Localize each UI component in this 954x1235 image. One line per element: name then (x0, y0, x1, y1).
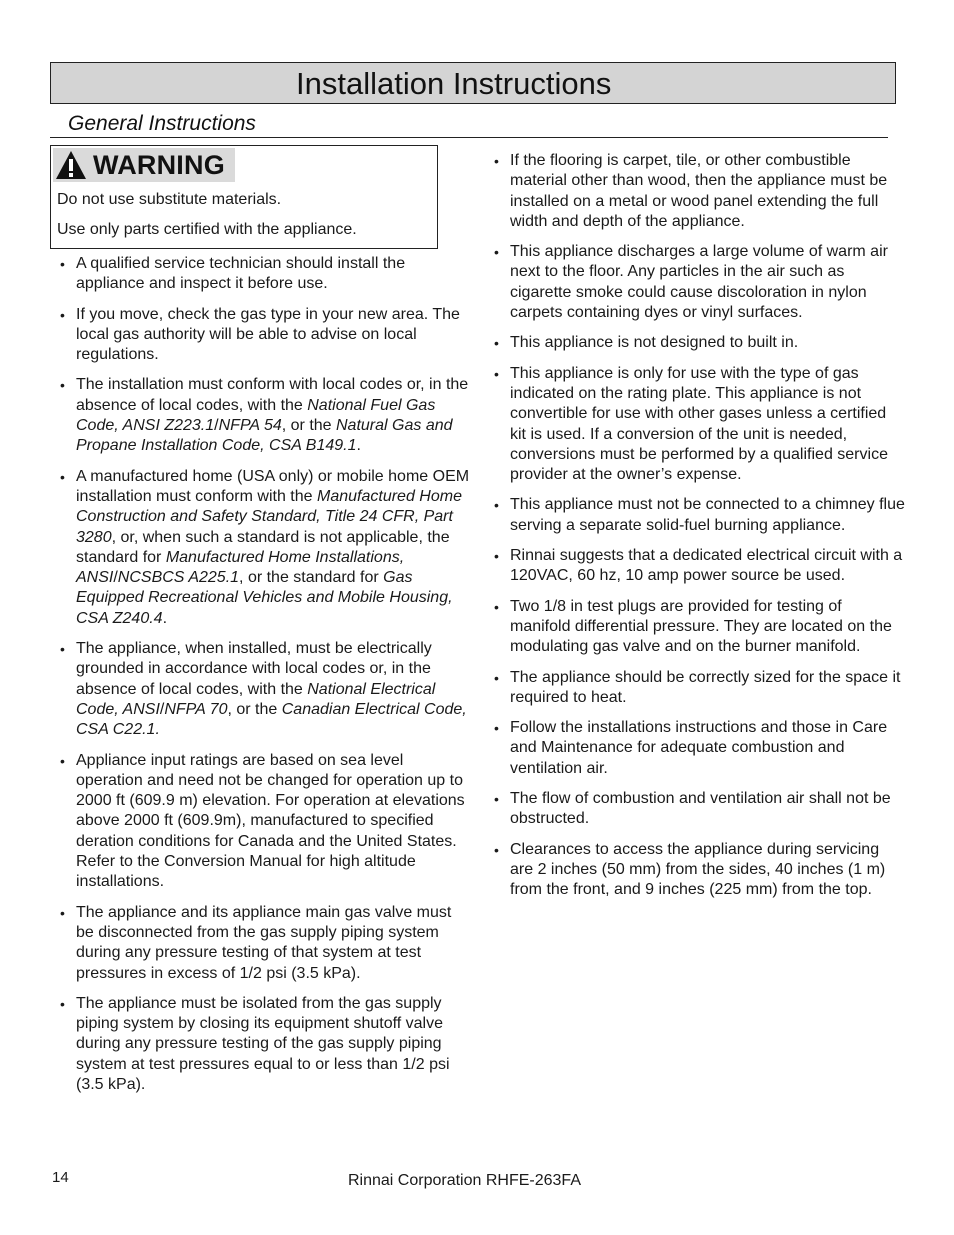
title-bar (50, 62, 896, 104)
item-text: If you move, check the gas type in your new area. The local gas authority will be able to advise on local regulations. (76, 305, 460, 364)
right-bullet-list (490, 151, 906, 911)
item-text: / (113, 569, 118, 587)
italic-text: Canadian Electrical Code, CSA C22.1. (76, 700, 467, 739)
section-title: General Instructions (68, 112, 256, 135)
item-text: This appliance is not designed to built in. (510, 334, 799, 352)
item-text: Appliance input ratings are based on sea level operation and need not be changed for operation up to 2000 ft (609.9 m) elevation. For operation at elevations above 2000 ft (609.9m), manufactured to specified deration conditions for Canada and the United States. Refer to the Conversion Manual for high altitude installations. (76, 751, 465, 891)
list-item (490, 597, 906, 658)
italic-text: NFPA 54 (218, 417, 282, 435)
page-title: Installation Instructions (296, 66, 612, 101)
list-item (490, 718, 906, 779)
list-item (56, 254, 472, 295)
item-text: , or the standard for (239, 569, 384, 587)
list-item (56, 994, 472, 1095)
list-item (490, 668, 906, 709)
italic-text: National Electrical Code, ANSI (76, 680, 436, 718)
item-text: A qualified service technician should install the appliance and inspect it before use. (76, 255, 406, 293)
list-item (56, 467, 472, 629)
list-item (490, 333, 906, 353)
list-item (56, 305, 472, 366)
italic-text: NCSBCS A225.1 (117, 569, 240, 587)
list-item (490, 242, 906, 323)
list-item (490, 789, 906, 830)
item-text: This appliance is only for use with the type of gas indicated on the rating plate. This appliance is not convertible for use with other gases unless a certified kit is used. If a conversion of the unit is needed, conversions must be performed by a qualified service provider at the owner’s expense. (510, 364, 888, 484)
warning-line: Do not use substitute materials. (57, 191, 282, 208)
item-text: Clearances to access the appliance during servicing are 2 inches (50 mm) from the sides, 40 inches (1 m) from the front, and 9 inches (225 mm) from the top. (510, 840, 886, 899)
warning-triangle-icon (55, 150, 87, 180)
italic-text: Manufactured Home Installations, ANSI (76, 548, 405, 587)
section-divider (50, 137, 888, 138)
list-item (490, 364, 906, 486)
warning-label: WARNING (93, 149, 225, 180)
item-text: The installation must conform with local codes or, in the absence of local codes, with the (76, 376, 469, 414)
item-text: , or the (227, 700, 282, 718)
list-item (56, 639, 472, 740)
italic-text: NFPA 70 (164, 700, 228, 718)
list-item (490, 151, 906, 232)
list-item (56, 375, 472, 456)
item-text: / (159, 700, 165, 718)
item-text: The appliance should be correctly sized for the space it required to heat. (510, 668, 901, 706)
warning-line: Use only parts certified with the appliance. (57, 221, 357, 238)
item-text: , or the (281, 417, 336, 435)
page-number: 14 (52, 1169, 69, 1186)
item-text: The flow of combustion and ventilation air shall not be obstructed. (510, 790, 891, 828)
italic-text: National Fuel Gas Code, ANSI Z223.1 (76, 396, 436, 435)
warning-header (53, 148, 235, 182)
item-text: . (162, 609, 168, 627)
footer-text: Rinnai Corporation RHFE-263FA (348, 1172, 581, 1189)
item-text: The appliance must be isolated from the gas supply piping system by closing its equipment shutoff valve during any pressure testing of the gas supply piping system at test pressures equal to or less than 1/2 psi (3.5 kPa). (76, 994, 450, 1093)
list-item (490, 840, 906, 901)
italic-text: Gas Equipped Recreational Vehicles and Mobile Housing, CSA Z240.4 (76, 569, 453, 627)
list-item (56, 903, 472, 984)
item-text: Follow the installations instructions and those in Care and Maintenance for adequate combustion and ventilation air. (510, 719, 888, 777)
warning-box (50, 145, 438, 249)
italic-text: Natural Gas and Propane Installation Code, CSA B149.1 (76, 417, 453, 455)
item-text: Two 1/8 in test plugs are provided for testing of manifold differential pressure. They are located on the modulating gas valve and on the burner manifold. (510, 597, 892, 656)
list-item (56, 751, 472, 893)
list-item (490, 546, 906, 587)
item-text: The appliance and its appliance main gas valve must be disconnected from the gas supply piping system during any pressure testing of that system at test pressures in excess of 1/2 psi (3.5 kPa). (76, 903, 452, 982)
item-text: This appliance discharges a large volume of warm air next to the floor. Any particles in the air such as cigarette smoke could cause discoloration in nylon carpets containing dyes or vinyl surfaces. (510, 243, 888, 322)
item-text: The appliance, when installed, must be electrically grounded in accordance with local codes or, in the absence of local codes, with the (76, 640, 432, 698)
item-text: This appliance must not be connected to a chimney flue serving a separate solid-fuel burning appliance. (510, 496, 905, 534)
italic-text: Manufactured Home Construction and Safety Standard, Title 24 CFR, Part 3280 (76, 487, 462, 546)
item-text: , or, when such a standard is not applicable, the standard for (76, 528, 450, 566)
item-text: Rinnai suggests that a dedicated electrical circuit with a 120VAC, 60 hz, 10 amp power source be used. (510, 547, 903, 585)
item-text: A manufactured home (USA only) or mobile home OEM installation must conform with the (76, 467, 470, 505)
item-text: If the flooring is carpet, tile, or other combustible material other than wood, then the appliance must be installed on a metal or wood panel extending the full width and depth of the appliance. (510, 152, 888, 230)
list-item (490, 495, 906, 536)
item-text: / (214, 417, 219, 435)
item-text: . (356, 437, 361, 455)
left-bullet-list (56, 254, 472, 1105)
